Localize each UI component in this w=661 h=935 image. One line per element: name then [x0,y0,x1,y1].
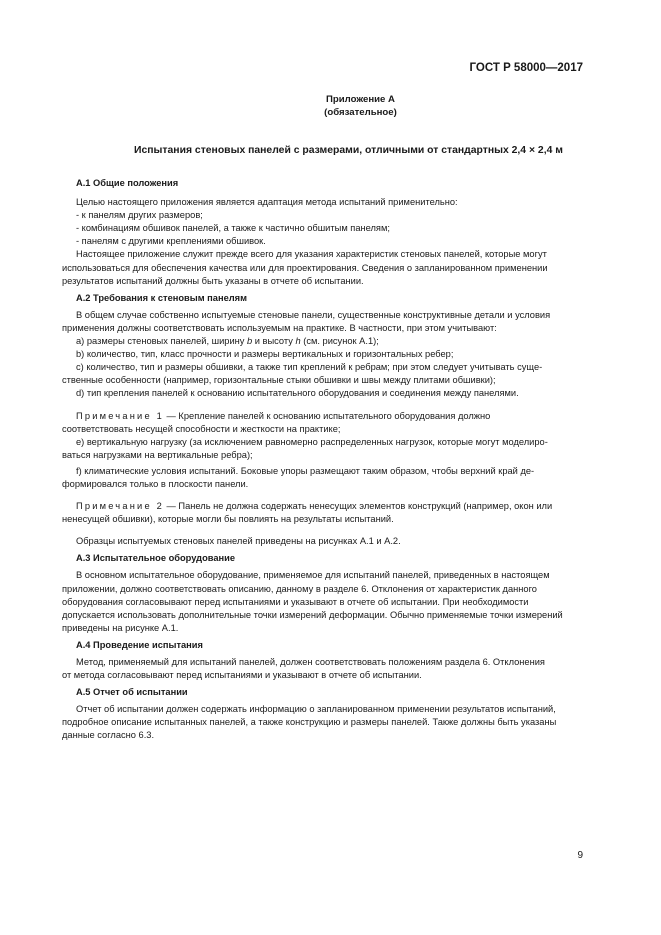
note-1: Примечание 1 — Крепление панелей к основанию испытательного оборудования должно [76,410,491,421]
note-2-cont: ненесущей обшивки), которые могли бы повлиять на результаты испытаний. [62,514,394,525]
list-item-f-cont: формировался только в плоскости панели. [62,478,249,489]
annex-heading [0,93,661,119]
list-item-e: e) вертикальную нагрузку (за исключением равномерно распределенных нагрузок, которые могут моделиро- [76,436,548,447]
paragraph-line: применения должны соответствовать используемым на практике. В частности, при этом учитывают: [62,322,497,333]
list-item-e-cont: ваться нагрузками на вертикальные ребра); [62,449,253,460]
list-item-a: a) размеры стеновых панелей, ширину b и высоту h (см. рисунок А.1); [76,336,379,347]
note-1-cont: соответствовать несущей способности и жесткости на практике; [62,423,341,434]
section-heading-a2: А.2 Требования к стеновым панелям [76,292,247,303]
paragraph-line: приведены на рисунке А.1. [62,622,179,633]
list-item-c-cont: ственные особенности (например, горизонтальные стыки обшивки и швы между плитами обшивки); [62,375,496,386]
list-item: - комбинациям обшивок панелей, а также к частично обшитым панелям; [76,223,390,234]
annex-status: (обязательное) [324,107,397,118]
paragraph-line: приложении, должно соответствовать описанию, данному в разделе 6. Отклонения от характеристик данного [62,583,537,594]
annex-label: Приложение А [326,94,395,105]
paragraph-line: Метод, применяемый для испытаний панелей, должен соответствовать положениям раздела 6. Отклонения [76,657,545,667]
paragraph-line: Отчет об испытании должен содержать информацию о запланированном применении результатов испытаний, [76,704,556,715]
note-2: Примечание 2 — Панель не должна содержать ненесущих элементов конструкций (например, окон или [76,501,553,512]
paragraph-line: результатов испытаний должны быть указаны в отчете об испытании. [62,275,364,286]
annex-title: Испытания стеновых панелей с размерами, отличными от стандартных 2,4 × 2,4 м [134,145,563,156]
paragraph-line: использоваться для обеспечения качества или для проектирования. Сведения о запланированном применении [62,262,548,273]
paragraph-line: от метода согласовывают перед испытаниями и указывают в отчете об испытании. [62,670,422,681]
paragraph-line: Настоящее приложение служит прежде всего для указания характеристик стеновых панелей, которые могут [76,249,547,260]
list-item-d: d) тип крепления панелей к основанию испытательного оборудования и соединения между панелями. [76,388,519,399]
paragraph-line: допускается использовать дополнительные точки измерений деформации. Обычно применяемые точки измерений [62,609,563,620]
section-heading-a5: А.5 Отчет об испытании [76,687,188,698]
list-item: - панелям с другими креплениями обшивок. [76,236,266,247]
list-item-f: f) климатические условия испытаний. Боковые упоры размещают таким образом, чтобы верхний край де- [76,465,535,476]
paragraph-line: оборудования согласовывают перед испытаниями и указывают в отчете об испытании. При необходимости [62,596,529,607]
paragraph-line: подробное описание испытанных панелей, а также конструкцию и размеры панелей. Также должны быть указаны [62,717,557,728]
list-item-b: b) количество, тип, класс прочности и размеры вертикальных и горизонтальных ребер; [76,349,454,360]
document-body [62,177,582,743]
section-heading-a4: А.4 Проведение испытания [76,639,203,650]
paragraph-line: данные согласно 6.3. [62,730,155,741]
list-item-c: c) количество, тип и размеры обшивки, а также тип креплений к ребрам; при этом следует учитывать суще- [76,362,543,373]
paragraph: Целью настоящего приложения является адаптация метода испытаний применительно: [76,197,458,208]
section-heading-a1: А.1 Общие положения [76,178,179,188]
section-heading-a3: А.3 Испытательное оборудование [76,553,236,564]
paragraph-line: В основном испытательное оборудование, применяемое для испытаний панелей, приведенных в настоящем [76,570,550,581]
list-item: - к панелям других размеров; [76,210,203,221]
page-number: 9 [577,850,583,861]
standard-number: ГОСТ Р 58000—2017 [469,62,583,74]
paragraph-line: В общем случае собственно испытуемые стеновые панели, существенные конструктивные детали и условия [76,309,551,320]
paragraph: Образцы испытуемых стеновых панелей приведены на рисунках А.1 и А.2. [76,536,401,547]
